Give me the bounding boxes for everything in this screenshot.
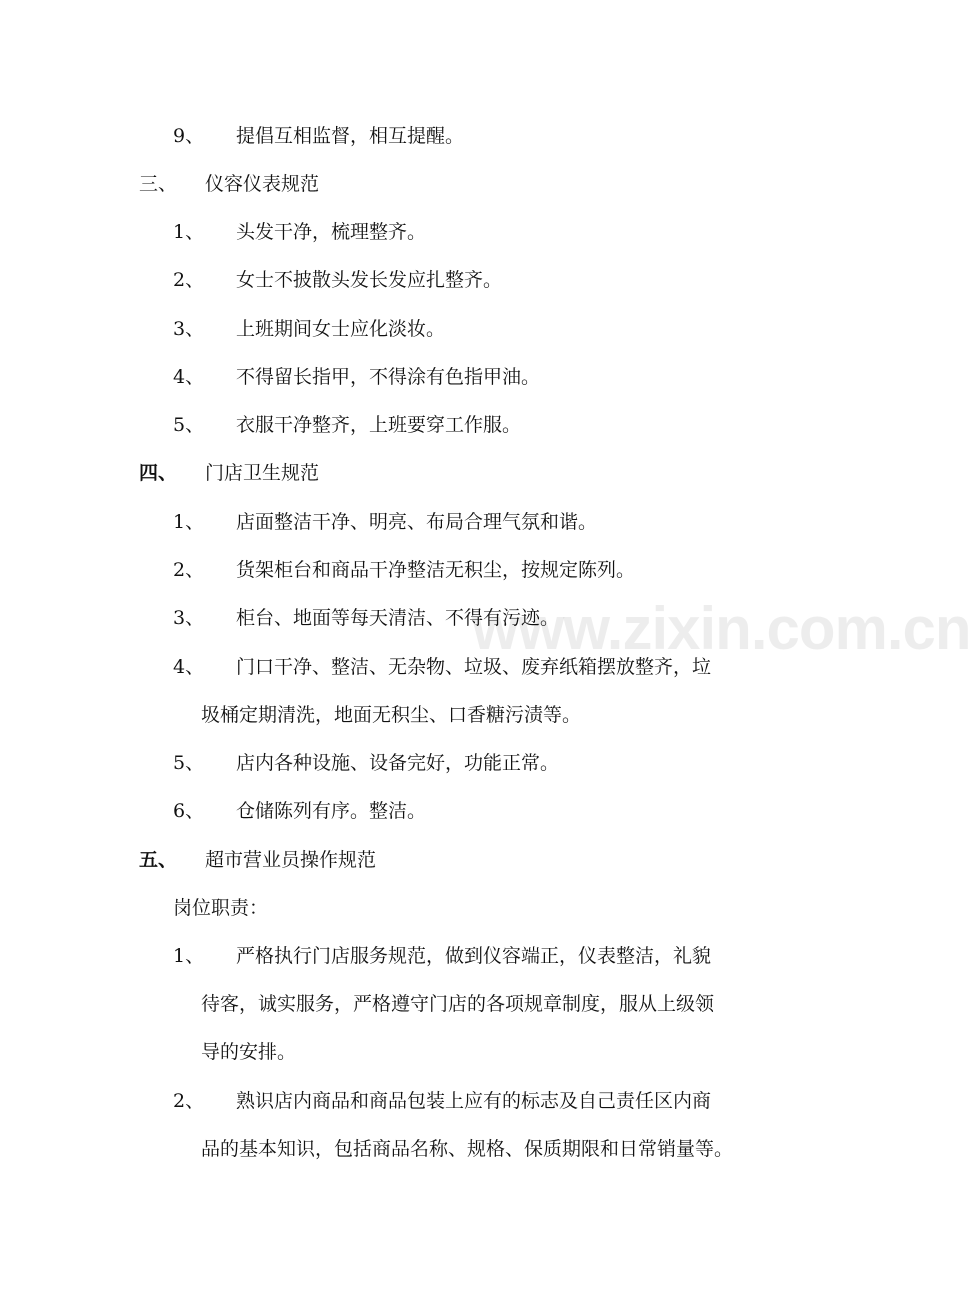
section-title: 门店卫生规范 [205, 462, 320, 484]
item-number: 1、 [173, 511, 205, 533]
section-label: 五、 [139, 849, 178, 871]
item-number: 3、 [173, 607, 205, 629]
item-text: 提倡互相监督，相互提醒。 [236, 125, 465, 147]
item-number: 4、 [173, 656, 205, 678]
section-title: 超市营业员操作规范 [205, 849, 377, 871]
item-number: 4、 [173, 366, 205, 388]
item-number: 5、 [173, 414, 205, 436]
section-subtitle: 岗位职责： [173, 897, 269, 919]
item-number: 6、 [173, 800, 205, 822]
item-text: 不得留长指甲，不得涂有色指甲油。 [236, 366, 541, 388]
watermark: www.zixin.com.cn [472, 595, 971, 662]
item-number: 1、 [173, 221, 205, 243]
item-text-continued: 圾桶定期清洗，地面无积尘、口香糖污渍等。 [201, 704, 582, 726]
item-number: 2、 [173, 559, 205, 581]
item-text: 头发干净，梳理整齐。 [236, 221, 427, 243]
item-number: 2、 [173, 269, 205, 291]
item-text-continued: 品的基本知识，包括商品名称、规格、保质期限和日常销量等。 [201, 1138, 734, 1160]
item-number: 3、 [173, 318, 205, 340]
item-text-continued: 待客，诚实服务，严格遵守门店的各项规章制度，服从上级领 [201, 993, 715, 1015]
item-text: 衣服干净整齐，上班要穿工作服。 [236, 414, 522, 436]
section-title: 仪容仪表规范 [205, 173, 320, 195]
item-text: 仓储陈列有序。整洁。 [236, 800, 427, 822]
item-number: 9、 [173, 125, 205, 147]
item-text: 熟识店内商品和商品包装上应有的标志及自己责任区内商 [236, 1090, 712, 1112]
item-text: 货架柜台和商品干净整洁无积尘，按规定陈列。 [236, 559, 636, 581]
item-number: 1、 [173, 945, 205, 967]
item-text: 店内各种设施、设备完好，功能正常。 [236, 752, 560, 774]
item-number: 5、 [173, 752, 205, 774]
item-number: 2、 [173, 1090, 205, 1112]
item-text-continued: 导的安排。 [201, 1041, 297, 1063]
item-text: 女士不披散头发长发应扎整齐。 [236, 269, 503, 291]
section-label: 四、 [139, 462, 178, 484]
item-text: 店面整洁干净、明亮、布局合理气氛和谐。 [236, 511, 598, 533]
section-label: 三、 [139, 173, 178, 195]
item-text: 门口干净、整洁、无杂物、垃圾、废弃纸箱摆放整齐，垃 [236, 656, 712, 678]
item-text: 柜台、地面等每天清洁、不得有污迹。 [236, 607, 560, 629]
item-text: 严格执行门店服务规范，做到仪容端正，仪表整洁，礼貌 [236, 945, 712, 967]
item-text: 上班期间女士应化淡妆。 [236, 318, 446, 340]
